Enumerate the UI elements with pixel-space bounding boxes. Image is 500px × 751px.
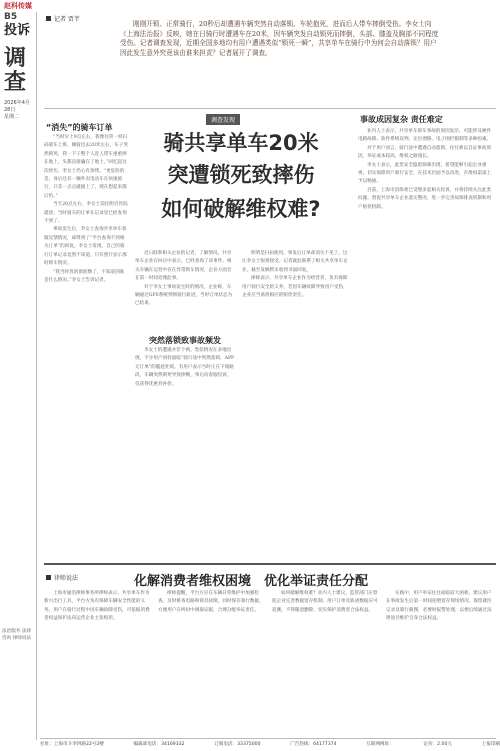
headline-tag: 调查发现	[206, 114, 240, 125]
tag-square-icon	[46, 16, 51, 21]
footer-website: 互联网网址：	[366, 742, 394, 747]
footer-ad-phone: 广告热线：64177374	[290, 742, 337, 747]
main-headline-box	[132, 114, 350, 240]
headline-line-3: 如何破解维权难?	[161, 197, 321, 221]
footer-phone-subscription: 订阅电话：33375000	[214, 742, 261, 747]
bottom-col1-paragraph: 上海市通浩律师事务所律师表示，共享单车作为新兴出行工具，平台方负有保障车辆安全性能的义务。用户在骑行过程中因车辆故障受伤，可依据消费者权益保护法向运营企业主张赔偿。	[44, 591, 150, 622]
col1-paragraph: 当天20点左右，李女士前往附近医院就诊，当时骑车的订单在记录里已经查询不到了。	[44, 202, 128, 225]
bottom-col1	[44, 590, 152, 736]
col4-paragraph: 对于用户而言，骑行途中遭遇自动落锁，往往难以自证事故原因，举证成本较高，维权之路漫长。	[358, 145, 492, 160]
footer-phone-editorial: 编辑部电话：34169332	[133, 742, 185, 747]
col3-paragraph: 律师表示，共享单车企业作为经营者，负有保障用户骑行安全的义务，若因车辆故障导致用户受伤，企业应当承担相应的赔偿责任。	[242, 276, 348, 299]
col1-heading: “消失”的骑车订单	[46, 123, 113, 132]
section-char-1: 调	[4, 45, 27, 71]
lead-paragraph: 刚刚开锁、正常骑行，20秒后却遭遇车辆突然自动落锁、车轮抱死，进而后人带车摔倒受伤。李女士向《上海法治报》反映，她在日骑行时遭遇车在20米，因车辆突发自动锁死而摔倒，头部、膝盖及胸部不同程度受伤。记者调查发现，近期全国多地均有用户遭遇类似“锁死一瞬”，共享单车在骑行中为何会自动落锁？用户因此发生意外究竟该由谁来担责？记者展开了调查。	[120, 20, 439, 57]
bottom-col4-paragraph: 实践中，用户举证往往面临较大困难。建议用户在事故发生后第一时间拍照留存现场情况，保留就医记录及骑行截图，必要时报警处理，以便后续通过法律途径维护自身合法权益。	[386, 591, 492, 622]
col1-paragraph: “我当时真的彻底懵了，不知道到底是什么情况。”李女士告诉记者。	[44, 269, 125, 283]
headline-line-2: 突遭锁死致摔伤	[167, 163, 315, 187]
issue-date: 2026年4月28日	[4, 100, 30, 113]
reporter-tag	[46, 14, 80, 23]
col1-paragraph: “当时早上9点左右，我像往常一样扫码骑车上班，刚骑出去20米左右，车子突然锁死，我一下子整个人连人带车重重摔在地上，头都直接磕在了地上。”回忆起这次经历，李女士仍心有余悸。“更危险的是，身后还有一辆外卖电动车在快速骑行，只差一点点就撞上了，现在想起来都后怕。”	[44, 135, 128, 199]
watermark: 赵科传媒	[4, 2, 32, 10]
col4-paragraph: 目前，上海市消保委已受理多起相关投诉，并将持续关注此类问题，督促共享单车企业落实整改，进一步完善故障排查机制和用户赔偿机制。	[358, 187, 492, 210]
col2-paragraph: 李女士的遭遇并非个例。类似情况在多地出现，不少用户同样面临“骑行途中突然落锁、APP无订单”的尴尬处境。有用户表示当时正在下坡路段，车辆突然锁死导致摔倒，事后向客服投诉，仅获得优惠券补偿。	[135, 348, 235, 387]
section-char-2: 查	[4, 69, 27, 95]
col2-body-bottom	[135, 347, 235, 555]
col4-heading: 事故成因复杂 责任难定	[360, 115, 443, 124]
bottom-col4	[386, 590, 494, 736]
footer-print: 上报印刷	[481, 742, 500, 747]
footer-price: 定价：2.00元	[423, 742, 452, 747]
bottom-col3-paragraph: 如何破解维权难？业内人士建议，监管部门应督促企业完善数据留存机制，用户订单及轨迹数据应可追溯，不得随意删除，切实保护消费者合法权益。	[272, 591, 378, 613]
col4-paragraph: 业内人士表示，共享单车锁车事故的原因复杂，可能涉及硬件电路故障、软件系统误判、定位漂移、电子围栏限制等多种因素。	[358, 129, 492, 143]
left-caption: 法治服务 法律咨询 律师说法	[2, 629, 32, 641]
page-number: B5	[4, 12, 18, 22]
section-divider	[44, 563, 496, 565]
col2-heading: 突然落锁致事故频发	[149, 336, 221, 345]
col4-body	[358, 128, 492, 556]
bottom-col2	[158, 590, 266, 736]
col2-paragraph: 对于李女士事故发生时的情况，企业称，车辆通过GPS系统判断骑行轨迹，当时订单状态为已结束。	[135, 284, 233, 307]
lead-divider	[44, 108, 496, 109]
col3-paragraph: 明明是扫码使用，事发后订单却消失不见了，这让李女士很难接受。记者就此联系了相关共享单车企业，截至发稿暂未收到书面回复。	[242, 251, 348, 273]
col2-body-top	[135, 250, 235, 332]
footer	[40, 741, 500, 747]
bottom-col2-paragraph: 律师提醒，平台方应在车辆日常维护中加强检查，及时排查电路和锁具故障，同时保存骑行数据，方便用户在纠纷中调取证据，合理分配举证责任。	[158, 591, 264, 613]
masthead-divider	[36, 12, 37, 740]
headline-line-1: 骑共享单车20米	[163, 131, 319, 155]
bottom-tag	[46, 573, 78, 582]
col4-paragraph: 李女士表示，此类安全隐患频频出现，希望能够引起企业重视，切实保障用户骑行安全，在技术层面予以改进，在维权渠道上予以畅通。	[358, 162, 492, 185]
col1-paragraph: 事故发生后，李女士查询共享单车客服反馈情况，却得到了“平台查询不到相关订单”的回复。李女士发现，自己的骑行订单记录竟然不知道，只有照片显示那时锁车情况。	[44, 227, 127, 267]
bottom-col3	[272, 590, 380, 736]
bottom-headline: 化解消费者维权困境 优化举证责任分配	[133, 574, 368, 589]
page-masthead	[4, 12, 34, 121]
bottom-tag-label: 律师说法	[54, 575, 79, 582]
footer-address: 社址：上海市斗李四路22号2楼	[40, 742, 104, 747]
section-name: 投诉	[4, 23, 31, 38]
col2-paragraph: 近日联系相关企业的记者，了解情况。共享单车企业在回应中表示，已经查询了该事件。相关车辆在运营中存在异常锁车情况，企业方面会在第一时间处理此事。	[135, 251, 232, 282]
weekday: 星期二	[4, 114, 20, 120]
tag-square-icon	[46, 575, 51, 580]
reporter-label: 记者 贾芊	[54, 16, 80, 23]
footer-divider	[40, 738, 496, 739]
col1-body	[44, 134, 128, 554]
col3-body	[242, 250, 348, 555]
